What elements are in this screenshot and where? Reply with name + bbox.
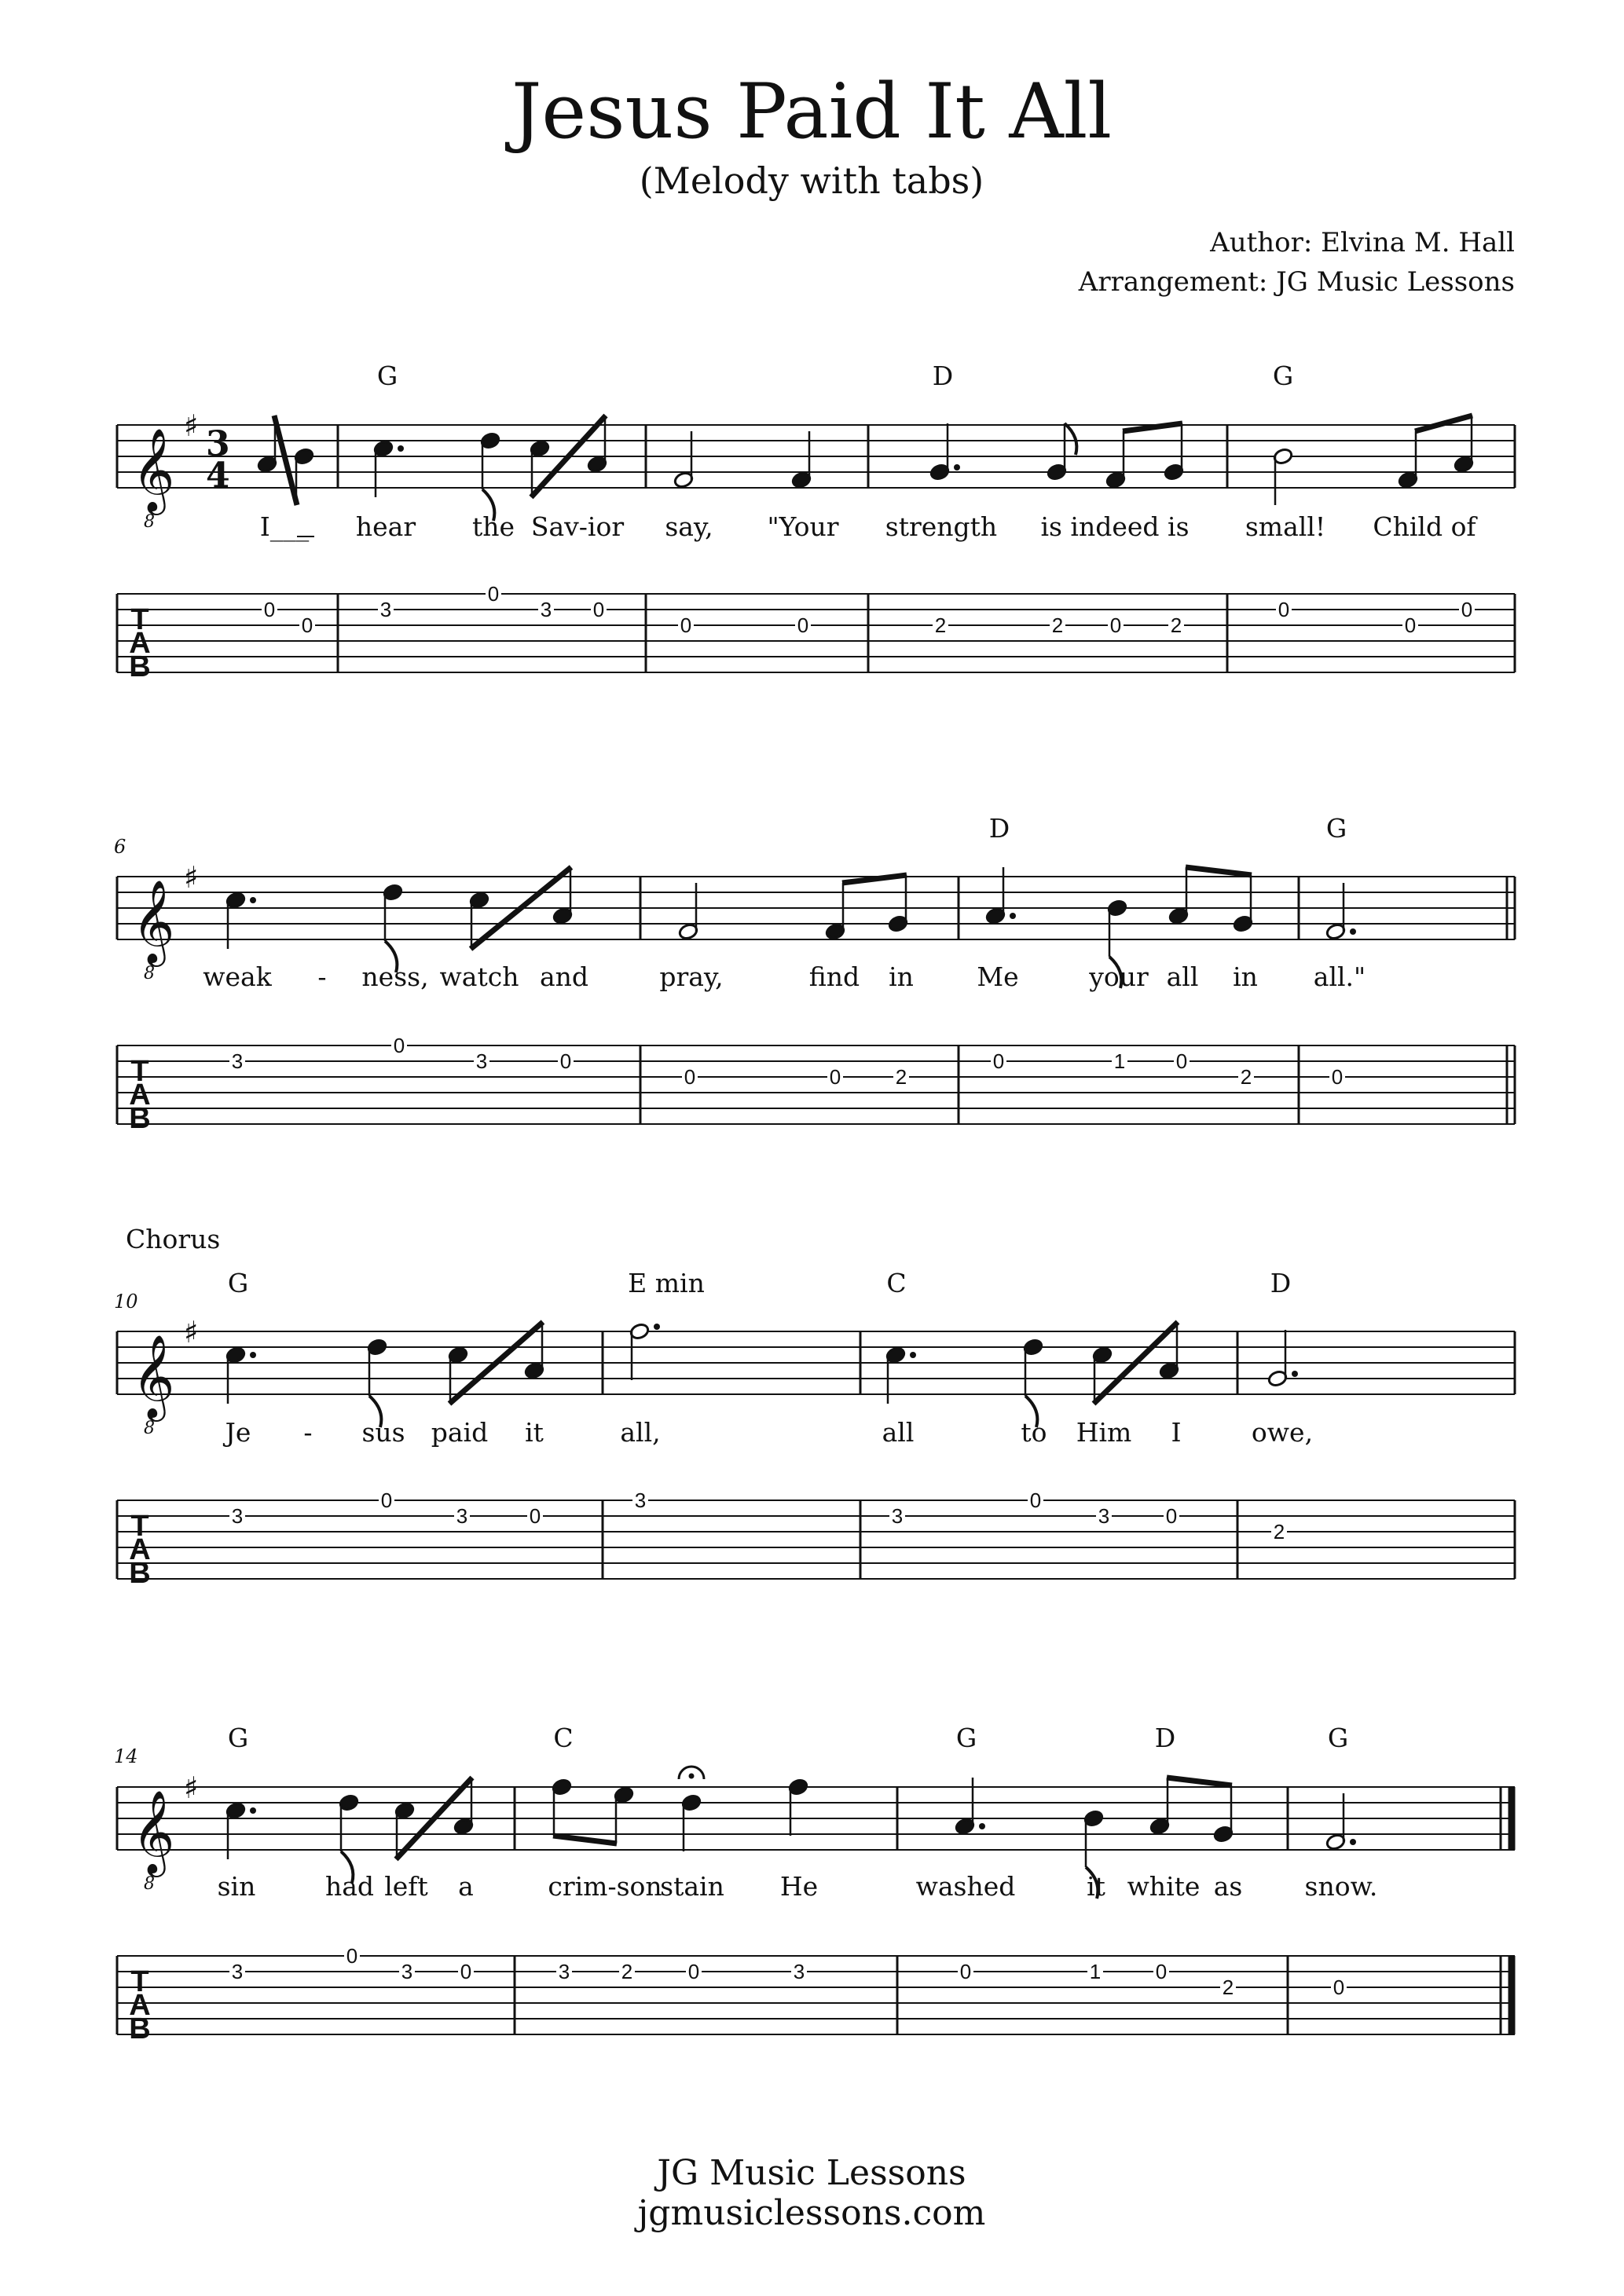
tab-fret-number: 2 [1222, 1976, 1234, 1999]
lyric-syllable: say, [665, 511, 713, 542]
tab-fret-number: 0 [1175, 1049, 1188, 1073]
chord-symbol: G [376, 361, 398, 391]
treble-clef-icon: 𝄞 [132, 1334, 175, 1418]
chord-symbol: G [1325, 813, 1347, 844]
lyric-syllable: - [317, 961, 327, 992]
tab-label-letter: B [129, 2012, 151, 2045]
chord-symbol: G [227, 1268, 249, 1298]
tab-label-letter: A [129, 627, 151, 660]
tab-label-letter: A [129, 1078, 151, 1111]
dot [1010, 913, 1016, 919]
footer-name: JG Music Lessons [657, 2153, 966, 2193]
tab-fret-number: 3 [558, 1960, 570, 1983]
measure-number-6: 6 [114, 836, 126, 858]
chord-symbol: D [932, 361, 954, 391]
chord-symbol: E min [628, 1268, 705, 1298]
tab-fret-number: 0 [680, 613, 692, 637]
chord-symbol: D [988, 813, 1010, 844]
lyric-syllable: hear [355, 511, 416, 542]
tab-fret-number: 0 [559, 1049, 572, 1073]
tab-fret-number: 0 [460, 1960, 472, 1983]
page-subtitle: (Melody with tabs) [639, 159, 984, 202]
measure-number-10: 10 [114, 1291, 138, 1313]
treble-clef-icon: 𝄞 [132, 1789, 175, 1873]
lyric-syllable: in [1233, 961, 1258, 992]
tab-fret-number: 3 [475, 1049, 488, 1073]
tab-label-letter: T [130, 1965, 149, 1998]
tab-fret-number: 3 [379, 598, 392, 621]
lyric-syllable: it [1087, 1871, 1105, 1902]
octave-eight-icon: 8 [144, 1874, 155, 1894]
chord-symbol: G [1272, 361, 1294, 391]
lyric-syllable: owe, [1251, 1417, 1314, 1448]
tab-fret-number: 0 [992, 1049, 1005, 1073]
lyric-syllable: Him [1076, 1417, 1132, 1448]
tab-fret-number: 3 [1098, 1504, 1110, 1528]
tab-fret-number: 0 [529, 1504, 541, 1528]
chord-symbol: C [886, 1268, 907, 1298]
tab-fret-number: 3 [231, 1504, 244, 1528]
dot [979, 1823, 985, 1829]
lyric-syllable: weak [203, 961, 272, 992]
tab-fret-number: 0 [1331, 1065, 1344, 1089]
lyric-syllable: your [1089, 961, 1149, 992]
tab-fret-number: 2 [895, 1065, 907, 1089]
tab-fret-number: 0 [263, 598, 276, 621]
tab-fret-number: 0 [959, 1960, 972, 1983]
lyric-syllable: He [779, 1871, 819, 1902]
tab-fret-number: 3 [401, 1960, 413, 1983]
chord-symbol: D [1270, 1268, 1292, 1298]
lyric-syllable: all." [1313, 961, 1366, 992]
lyric-syllable: a [458, 1871, 474, 1902]
tab-fret-number: 0 [487, 582, 500, 606]
time-signature-top: 3 [206, 424, 230, 464]
dot [250, 897, 256, 903]
lyric-syllable: it [525, 1417, 544, 1448]
lyric-syllable: white [1127, 1871, 1201, 1902]
lyric-syllable: sus [361, 1417, 405, 1448]
tab-fret-number: 3 [891, 1504, 904, 1528]
tab-fret-number: 0 [346, 1944, 358, 1968]
tab-fret-number: 0 [1461, 598, 1473, 621]
tab-label-letter: B [129, 1557, 151, 1590]
section-label-chorus: Chorus [126, 1224, 221, 1254]
lyric-syllable: is indeed is [1040, 511, 1190, 542]
tab-fret-number: 2 [621, 1960, 633, 1983]
dot [1350, 928, 1356, 935]
tab-fret-number: 0 [380, 1489, 393, 1512]
treble-clef-icon: 𝄞 [132, 879, 175, 963]
dot [910, 1352, 916, 1358]
lyric-syllable: small! [1245, 511, 1326, 542]
lyric-syllable: all [1166, 961, 1199, 992]
sharp-icon: ♯ [184, 408, 199, 443]
octave-eight-icon: 8 [144, 512, 155, 532]
tab-fret-number: 3 [793, 1960, 805, 1983]
author-credit: Author: Elvina M. Hall [1210, 227, 1515, 258]
page-title: Jesus Paid It All [511, 68, 1113, 156]
lyric-syllable: sin [217, 1871, 256, 1902]
octave-eight-icon: 8 [144, 1419, 155, 1438]
lyric-syllable: pray, [659, 961, 724, 992]
tab-fret-number: 3 [231, 1960, 244, 1983]
tab-fret-number: 0 [301, 613, 313, 637]
tab-fret-number: 1 [1113, 1049, 1126, 1073]
lyric-syllable: Child of [1373, 511, 1476, 542]
lyric-syllable: to [1021, 1417, 1047, 1448]
tab-fret-number: 0 [1404, 613, 1417, 637]
lyric-syllable: strength [885, 511, 998, 542]
lyric-syllable: ness, [361, 961, 429, 992]
dot [250, 1807, 256, 1814]
tab-fret-number: 0 [687, 1960, 700, 1983]
lyric-syllable: had [324, 1871, 375, 1902]
tab-label-letter: T [130, 603, 149, 636]
octave-eight-icon: 8 [144, 964, 155, 983]
tab-label-letter: A [129, 1533, 151, 1566]
dot [954, 464, 960, 471]
tab-fret-number: 0 [592, 598, 605, 621]
tab-fret-number: 3 [456, 1504, 468, 1528]
lyric-syllable: left [384, 1871, 428, 1902]
tab-label-letter: T [130, 1055, 149, 1088]
lyric-syllable: Sav-ior [530, 511, 625, 542]
dot [1350, 1839, 1356, 1845]
lyric-syllable: crim-son [548, 1871, 662, 1902]
chord-symbol: G [227, 1723, 249, 1753]
lyric-syllable: Me [977, 961, 1019, 992]
chord-symbol: C [553, 1723, 574, 1753]
tab-label-letter: T [130, 1510, 149, 1543]
lyric-syllable: snow. [1304, 1871, 1378, 1902]
dot [1292, 1371, 1298, 1377]
tab-fret-number: 3 [231, 1049, 244, 1073]
tab-fret-number: 1 [1089, 1960, 1102, 1983]
sharp-icon: ♯ [184, 1315, 199, 1349]
arrangement-credit: Arrangement: JG Music Lessons [1078, 266, 1515, 298]
lyric-syllable: paid [431, 1417, 489, 1448]
tab-fret-number: 0 [1029, 1489, 1042, 1512]
tab-label-letter: A [129, 1989, 151, 2022]
tab-fret-number: 2 [934, 613, 947, 637]
dot [250, 1352, 256, 1358]
sharp-icon: ♯ [184, 1771, 199, 1805]
lyric-syllable: - [303, 1417, 313, 1448]
tab-fret-number: 0 [829, 1065, 841, 1089]
lyric-syllable: and [539, 961, 589, 992]
tab-fret-number: 0 [393, 1034, 405, 1057]
tab-fret-number: 0 [797, 613, 809, 637]
tab-fret-number: 2 [1273, 1520, 1285, 1543]
tab-fret-number: 0 [1165, 1504, 1178, 1528]
dot [654, 1324, 660, 1330]
lyric-syllable: stain [660, 1871, 724, 1902]
dot [398, 445, 404, 452]
lyric-syllable: "Your [767, 511, 839, 542]
tab-fret-number: 3 [540, 598, 552, 621]
chord-symbol: G [955, 1723, 977, 1753]
lyric-syllable: I___ [259, 511, 310, 542]
sharp-icon: ♯ [184, 860, 199, 895]
chord-symbol: G [1327, 1723, 1349, 1753]
tab-label-letter: B [129, 1102, 151, 1135]
lyric-syllable: Je [225, 1417, 251, 1448]
lyric-syllable: in [889, 961, 914, 992]
chord-symbol: D [1154, 1723, 1176, 1753]
fermata-dot [689, 1774, 695, 1779]
tab-fret-number: 2 [1170, 613, 1182, 637]
tab-fret-number: 0 [1278, 598, 1290, 621]
tab-fret-number: 0 [1333, 1976, 1345, 1999]
tab-label-letter: B [129, 650, 151, 683]
lyric-syllable: I [1171, 1417, 1182, 1448]
tab-fret-number: 3 [634, 1489, 647, 1512]
lyric-syllable: all [882, 1417, 915, 1448]
time-signature-bottom: 4 [206, 456, 230, 496]
tab-fret-number: 2 [1240, 1065, 1252, 1089]
lyric-syllable: washed [915, 1871, 1016, 1902]
lyric-syllable: all, [620, 1417, 661, 1448]
treble-clef-icon: 𝄞 [132, 427, 175, 511]
measure-number-14: 14 [114, 1745, 138, 1767]
lyric-syllable: find [808, 961, 860, 992]
lyric-syllable: as [1213, 1871, 1243, 1902]
tab-fret-number: 0 [684, 1065, 696, 1089]
tab-fret-number: 2 [1051, 613, 1064, 637]
tab-fret-number: 0 [1109, 613, 1122, 637]
lyric-syllable: the [471, 511, 515, 542]
lyric-syllable: watch [439, 961, 519, 992]
tab-fret-number: 0 [1155, 1960, 1168, 1983]
footer-website: jgmusiclessons.com [637, 2193, 986, 2233]
